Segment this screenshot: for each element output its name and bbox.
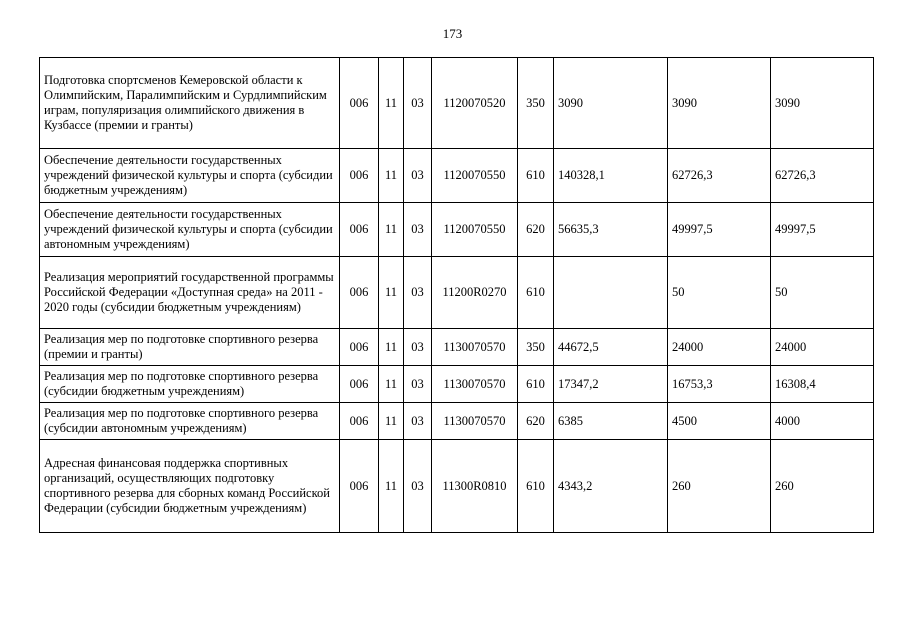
row-name: Адресная финансовая поддержка спортивных организаций, осуществляющих подготовку спортивного резерва для сборных команд Российской Федерации (субсидии бюджетным учреждениям): [40, 440, 340, 533]
table-row: [40, 440, 874, 533]
table-row: [40, 58, 874, 149]
ministry-code: 006: [340, 440, 379, 533]
subsection-code: 03: [404, 329, 432, 366]
subsection-code: 03: [404, 366, 432, 403]
expense-type-code: 620: [518, 403, 554, 440]
ministry-code: 006: [340, 203, 379, 257]
target-article-code: 1120070550: [432, 203, 518, 257]
amount-year-3: 4000: [771, 403, 874, 440]
section-code: 11: [379, 440, 404, 533]
table-row: [40, 329, 874, 366]
section-code: 11: [379, 58, 404, 149]
amount-year-3: 62726,3: [771, 149, 874, 203]
budget-table: [39, 57, 874, 533]
amount-year-2: 4500: [668, 403, 771, 440]
ministry-code: 006: [340, 366, 379, 403]
target-article-code: 1120070520: [432, 58, 518, 149]
ministry-code: 006: [340, 403, 379, 440]
amount-year-1: 56635,3: [554, 203, 668, 257]
section-code: 11: [379, 149, 404, 203]
target-article-code: 1130070570: [432, 329, 518, 366]
section-code: 11: [379, 203, 404, 257]
expense-type-code: 610: [518, 257, 554, 329]
amount-year-3: 49997,5: [771, 203, 874, 257]
subsection-code: 03: [404, 149, 432, 203]
target-article-code: 11200R0270: [432, 257, 518, 329]
expense-type-code: 610: [518, 440, 554, 533]
amount-year-2: 50: [668, 257, 771, 329]
ministry-code: 006: [340, 58, 379, 149]
amount-year-2: 24000: [668, 329, 771, 366]
expense-type-code: 350: [518, 58, 554, 149]
amount-year-1: 3090: [554, 58, 668, 149]
amount-year-1: 140328,1: [554, 149, 668, 203]
expense-type-code: 610: [518, 149, 554, 203]
subsection-code: 03: [404, 58, 432, 149]
ministry-code: 006: [340, 149, 379, 203]
amount-year-3: 3090: [771, 58, 874, 149]
row-name: Реализация мер по подготовке спортивного резерва (субсидии автономным учреждениям): [40, 403, 340, 440]
subsection-code: 03: [404, 440, 432, 533]
expense-type-code: 350: [518, 329, 554, 366]
amount-year-3: 50: [771, 257, 874, 329]
target-article-code: 1130070570: [432, 366, 518, 403]
target-article-code: 11300R0810: [432, 440, 518, 533]
expense-type-code: 620: [518, 203, 554, 257]
ministry-code: 006: [340, 329, 379, 366]
target-article-code: 1130070570: [432, 403, 518, 440]
amount-year-2: 49997,5: [668, 203, 771, 257]
row-name: Реализация мер по подготовке спортивного резерва (премии и гранты): [40, 329, 340, 366]
table-row: [40, 403, 874, 440]
expense-type-code: 610: [518, 366, 554, 403]
row-name: Реализация мероприятий государственной программы Российской Федерации «Доступная среда» на 2011 - 2020 годы (субсидии бюджетным учреждениям): [40, 257, 340, 329]
section-code: 11: [379, 403, 404, 440]
ministry-code: 006: [340, 257, 379, 329]
table-row: [40, 366, 874, 403]
amount-year-1: 4343,2: [554, 440, 668, 533]
section-code: 11: [379, 257, 404, 329]
amount-year-3: 24000: [771, 329, 874, 366]
section-code: 11: [379, 329, 404, 366]
amount-year-2: 16753,3: [668, 366, 771, 403]
row-name: Обеспечение деятельности государственных учреждений физической культуры и спорта (субсидии автономным учреждениям): [40, 203, 340, 257]
amount-year-1: [554, 257, 668, 329]
amount-year-1: 17347,2: [554, 366, 668, 403]
section-code: 11: [379, 366, 404, 403]
amount-year-2: 260: [668, 440, 771, 533]
table-row: [40, 203, 874, 257]
amount-year-2: 3090: [668, 58, 771, 149]
table-body: [40, 58, 874, 533]
amount-year-3: 260: [771, 440, 874, 533]
table-row: [40, 149, 874, 203]
amount-year-2: 62726,3: [668, 149, 771, 203]
amount-year-1: 6385: [554, 403, 668, 440]
target-article-code: 1120070550: [432, 149, 518, 203]
subsection-code: 03: [404, 257, 432, 329]
row-name: Реализация мер по подготовке спортивного резерва (субсидии бюджетным учреждениям): [40, 366, 340, 403]
table-row: [40, 257, 874, 329]
amount-year-3: 16308,4: [771, 366, 874, 403]
subsection-code: 03: [404, 203, 432, 257]
amount-year-1: 44672,5: [554, 329, 668, 366]
row-name: Подготовка спортсменов Кемеровской области к Олимпийским, Паралимпийским и Сурдлимпийским играм, популяризация олимпийского движения в Кузбассе (премии и гранты): [40, 58, 340, 149]
row-name: Обеспечение деятельности государственных учреждений физической культуры и спорта (субсидии бюджетным учреждениям): [40, 149, 340, 203]
page-number: 173: [442, 26, 463, 41]
subsection-code: 03: [404, 403, 432, 440]
